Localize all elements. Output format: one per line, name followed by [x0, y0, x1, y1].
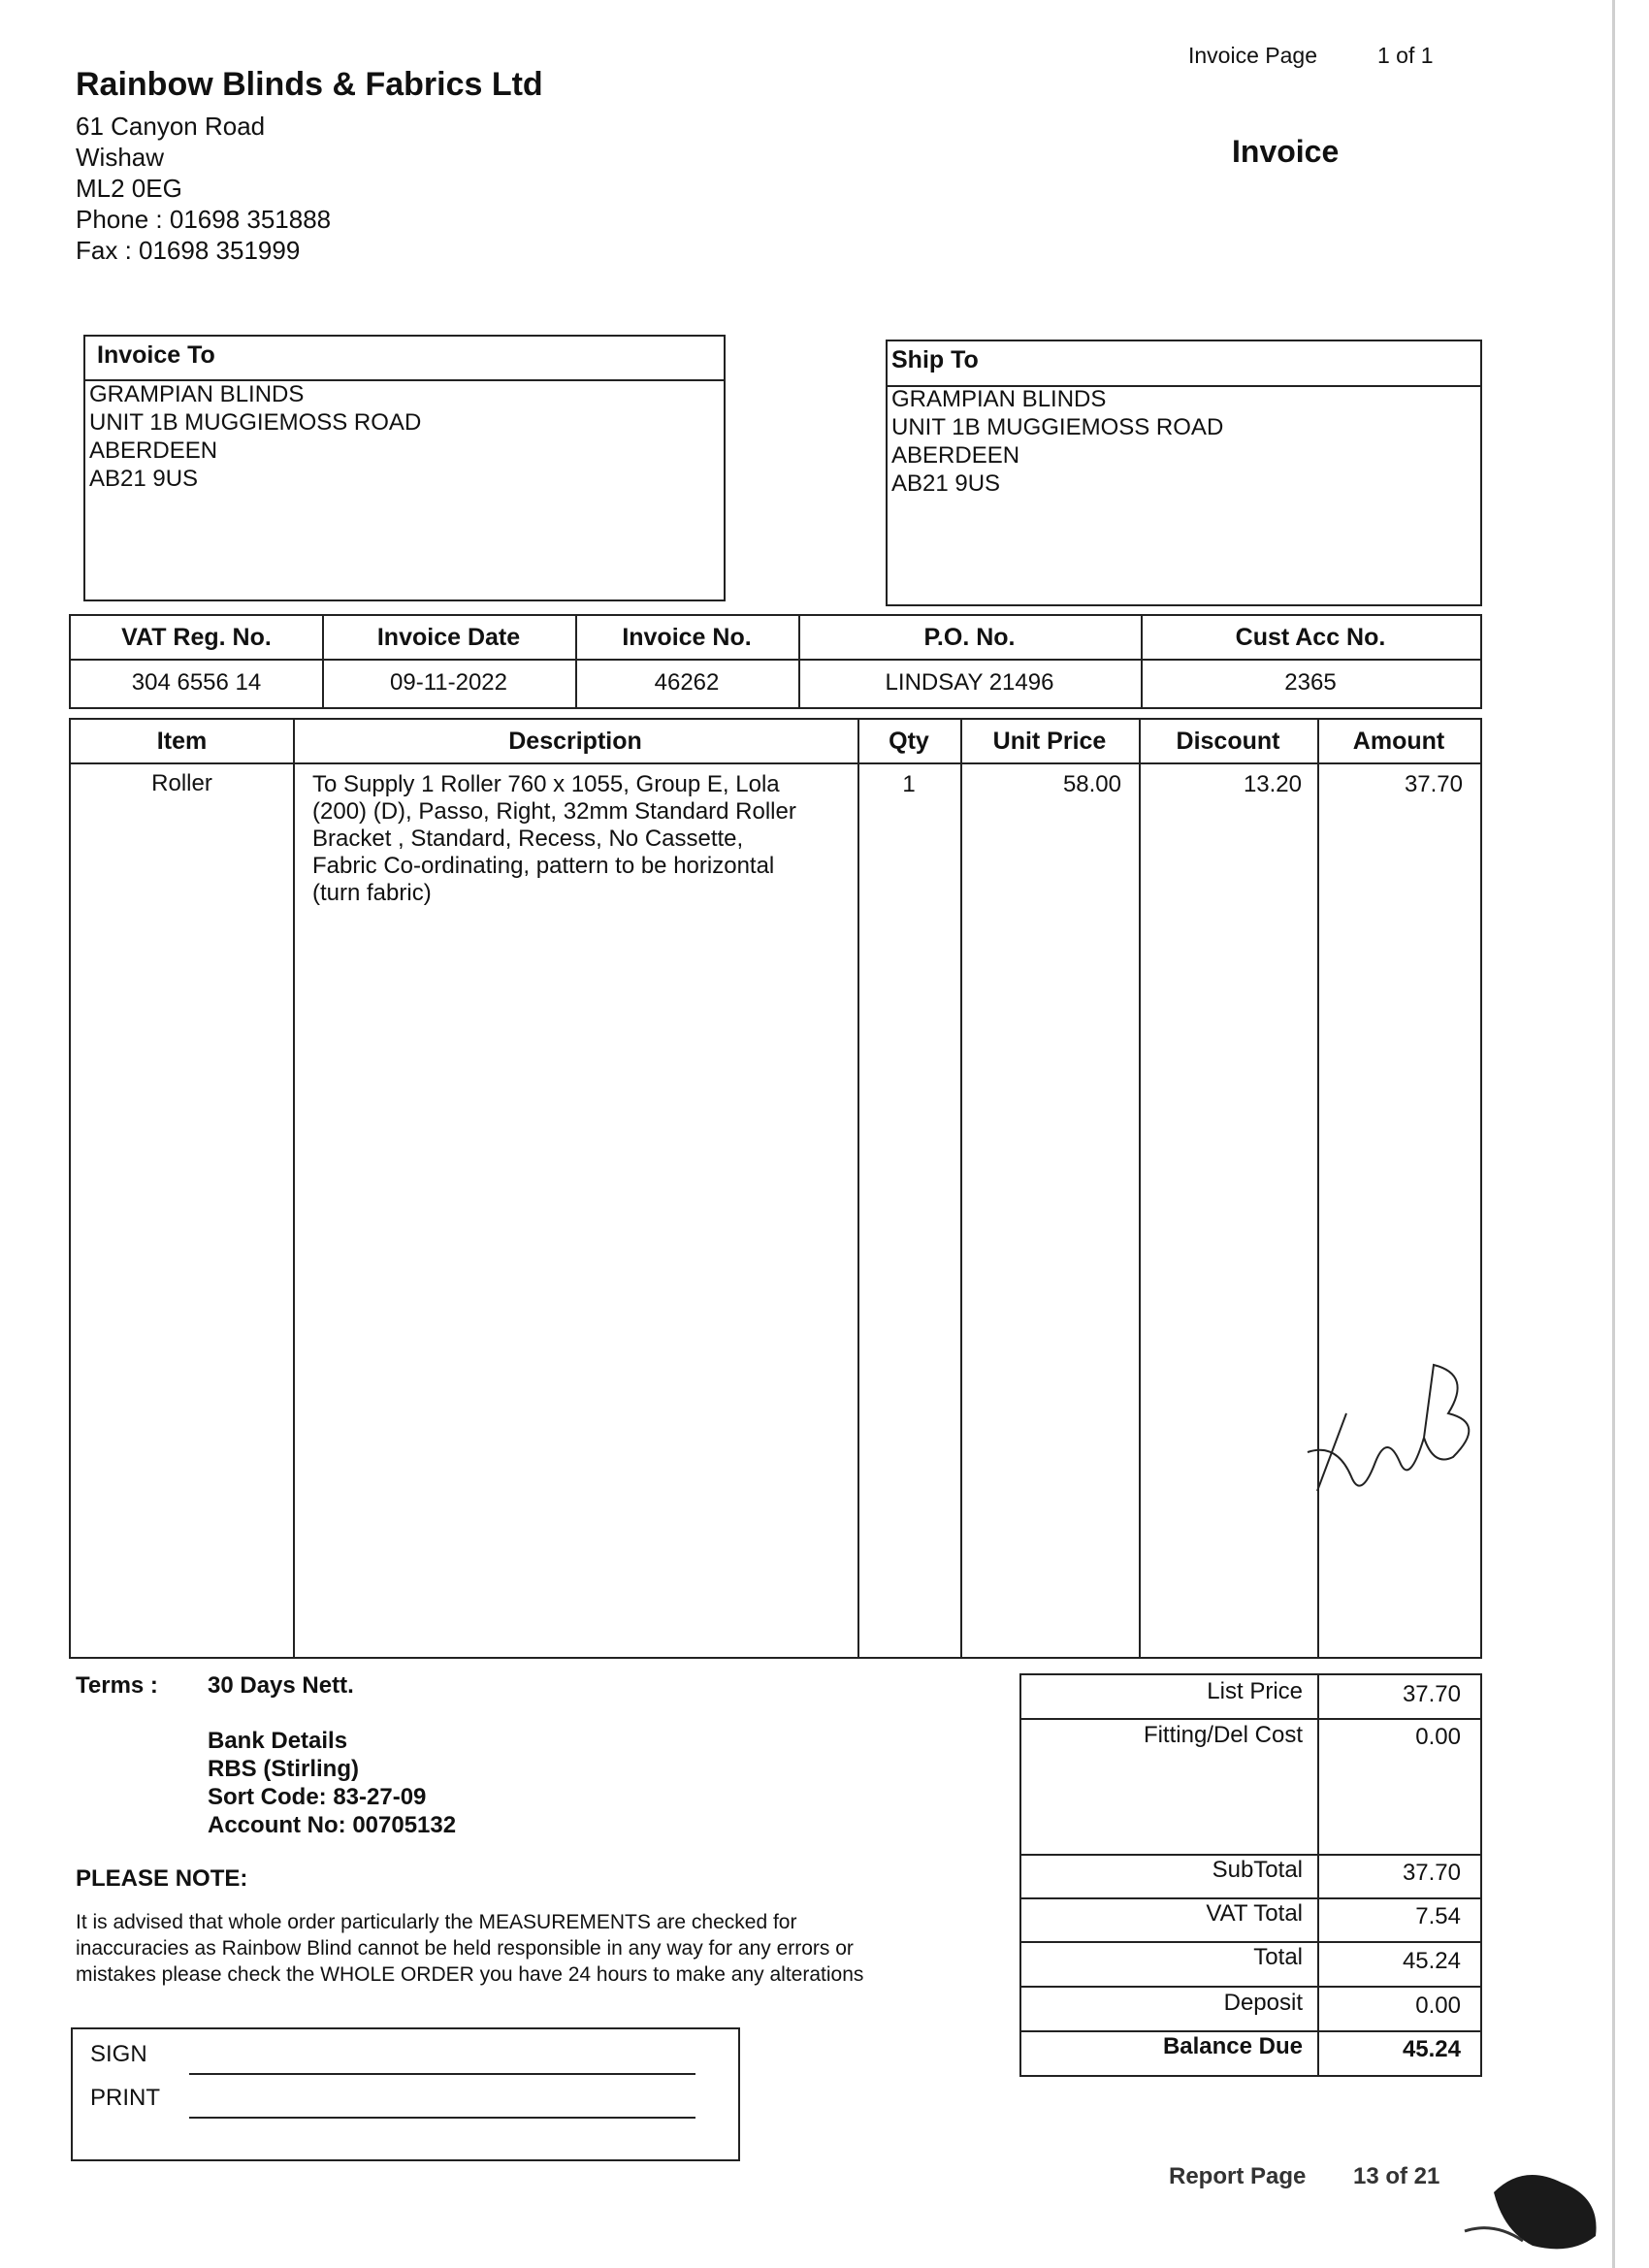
report-page-label: Report Page [1169, 2163, 1307, 2189]
scan-smudge [1455, 2154, 1610, 2260]
company-address-line: 61 Canyon Road [76, 112, 266, 141]
invoice-to-address [89, 380, 421, 493]
print-line[interactable] [189, 2117, 695, 2119]
divider [1317, 1675, 1319, 2075]
invoice-page-value: 1 of 1 [1377, 43, 1434, 68]
description-line: (turn fabric) [312, 880, 432, 906]
description-line: Bracket , Standard, Recess, No Cassette, [312, 826, 744, 852]
item-header: Item [156, 727, 208, 755]
ship-to-line: UNIT 1B MUGGIEMOSS ROAD [891, 414, 1224, 440]
vat-total-label: VAT Total [1206, 1900, 1303, 1927]
ship-to-address [891, 385, 1223, 498]
po-no-header: P.O. No. [923, 623, 1016, 651]
vat-total-value: 7.54 [1415, 1903, 1461, 1929]
divider [1021, 1941, 1480, 1943]
list-price-value: 37.70 [1402, 1681, 1461, 1707]
bank-details-line: Account No: 00705132 [208, 1812, 457, 1838]
unit-price-header: Unit Price [992, 727, 1107, 755]
divider [1139, 720, 1141, 1657]
vat-reg-value: 304 6556 14 [131, 669, 262, 696]
sign-line[interactable] [189, 2073, 695, 2075]
cust-acc-header: Cust Acc No. [1235, 623, 1386, 651]
company-name: Rainbow Blinds & Fabrics Ltd [76, 66, 543, 103]
description-header: Description [508, 727, 642, 755]
balance-due-value: 45.24 [1402, 2036, 1461, 2062]
print-label: PRINT [90, 2085, 160, 2111]
invoice-to-line: AB21 9US [89, 466, 199, 492]
signature-box [71, 2027, 740, 2161]
balance-due-label: Balance Due [1162, 2033, 1303, 2059]
divider [1021, 1718, 1480, 1720]
invoice-date-value: 09-11-2022 [390, 669, 507, 696]
divider [293, 720, 295, 1657]
cust-acc-value: 2365 [1284, 669, 1337, 696]
bank-details [208, 1727, 456, 1839]
ship-to-label: Ship To [891, 346, 979, 373]
unit-price-cell: 58.00 [1062, 771, 1121, 797]
item-cell: Roller [151, 770, 212, 796]
invoice-no-value: 46262 [654, 669, 720, 696]
amount-cell: 37.70 [1404, 771, 1463, 797]
description-line: Fabric Co-ordinating, pattern to be horizontal [312, 853, 775, 879]
terms-label: Terms : [76, 1672, 158, 1699]
note-text [76, 1909, 863, 1988]
deposit-label: Deposit [1223, 1990, 1303, 2016]
amount-header: Amount [1352, 727, 1445, 755]
invoice-date-header: Invoice Date [376, 623, 521, 651]
company-fax: Fax : 01698 351999 [76, 236, 301, 265]
description-line: (200) (D), Passo, Right, 32mm Standard Roller [312, 798, 796, 825]
total-value: 45.24 [1402, 1948, 1461, 1974]
ship-to-line: GRAMPIAN BLINDS [891, 386, 1107, 412]
ship-to-line: AB21 9US [891, 470, 1001, 497]
totals-box [1019, 1673, 1482, 2077]
divider [960, 720, 962, 1657]
subtotal-value: 37.70 [1402, 1860, 1461, 1886]
fitting-label: Fitting/Del Cost [1143, 1722, 1303, 1748]
invoice-info-table [69, 614, 1482, 709]
deposit-value: 0.00 [1415, 1993, 1461, 2019]
divider [1021, 2030, 1480, 2032]
ship-to-box [886, 340, 1482, 606]
qty-cell: 1 [902, 771, 916, 797]
line-items-table [69, 718, 1482, 1659]
handwritten-initials [1278, 1345, 1511, 1520]
divider [857, 720, 859, 1657]
po-no-value: LINDSAY 21496 [885, 669, 1054, 696]
note-line: It is advised that whole order particularly the MEASUREMENTS are checked for [76, 1911, 797, 1933]
company-address-line: Wishaw [76, 143, 165, 172]
doc-title: Invoice [1232, 134, 1340, 169]
divider [71, 762, 1480, 764]
divider [1021, 1854, 1480, 1856]
note-line: inaccuracies as Rainbow Blind cannot be held responsible in any way for any errors or [76, 1937, 854, 1960]
company-address [76, 111, 331, 266]
discount-cell: 13.20 [1243, 771, 1302, 797]
invoice-to-line: GRAMPIAN BLINDS [89, 381, 305, 407]
discount-header: Discount [1176, 727, 1280, 755]
report-page-value: 13 of 21 [1353, 2163, 1440, 2189]
total-label: Total [1253, 1944, 1303, 1970]
company-phone: Phone : 01698 351888 [76, 205, 332, 234]
bank-details-line: Bank Details [208, 1728, 348, 1754]
note-line: mistakes please check the WHOLE ORDER you have 24 hours to make any alterations [76, 1963, 864, 1986]
subtotal-label: SubTotal [1212, 1857, 1303, 1883]
description-line: To Supply 1 Roller 760 x 1055, Group E, Lola [312, 771, 780, 797]
invoice-to-label: Invoice To [97, 341, 215, 369]
company-address-line: ML2 0EG [76, 174, 182, 203]
invoice-no-header: Invoice No. [622, 623, 752, 651]
divider [1021, 1986, 1480, 1988]
bank-details-line: Sort Code: 83-27-09 [208, 1784, 427, 1810]
invoice-to-line: ABERDEEN [89, 437, 218, 464]
bank-details-line: RBS (Stirling) [208, 1756, 359, 1782]
note-title: PLEASE NOTE: [76, 1865, 248, 1892]
divider [1021, 1897, 1480, 1899]
ship-to-line: ABERDEEN [891, 442, 1020, 469]
qty-header: Qty [889, 727, 929, 755]
terms-value: 30 Days Nett. [208, 1672, 354, 1699]
invoice-to-line: UNIT 1B MUGGIEMOSS ROAD [89, 409, 422, 436]
list-price-label: List Price [1207, 1678, 1303, 1704]
page-edge [1612, 0, 1615, 2268]
sign-label: SIGN [90, 2041, 147, 2067]
fitting-value: 0.00 [1415, 1724, 1461, 1750]
invoice-to-box [83, 335, 726, 601]
invoice-page-label: Invoice Page [1188, 43, 1317, 68]
vat-reg-header: VAT Reg. No. [121, 623, 272, 651]
description-cell [312, 771, 796, 907]
